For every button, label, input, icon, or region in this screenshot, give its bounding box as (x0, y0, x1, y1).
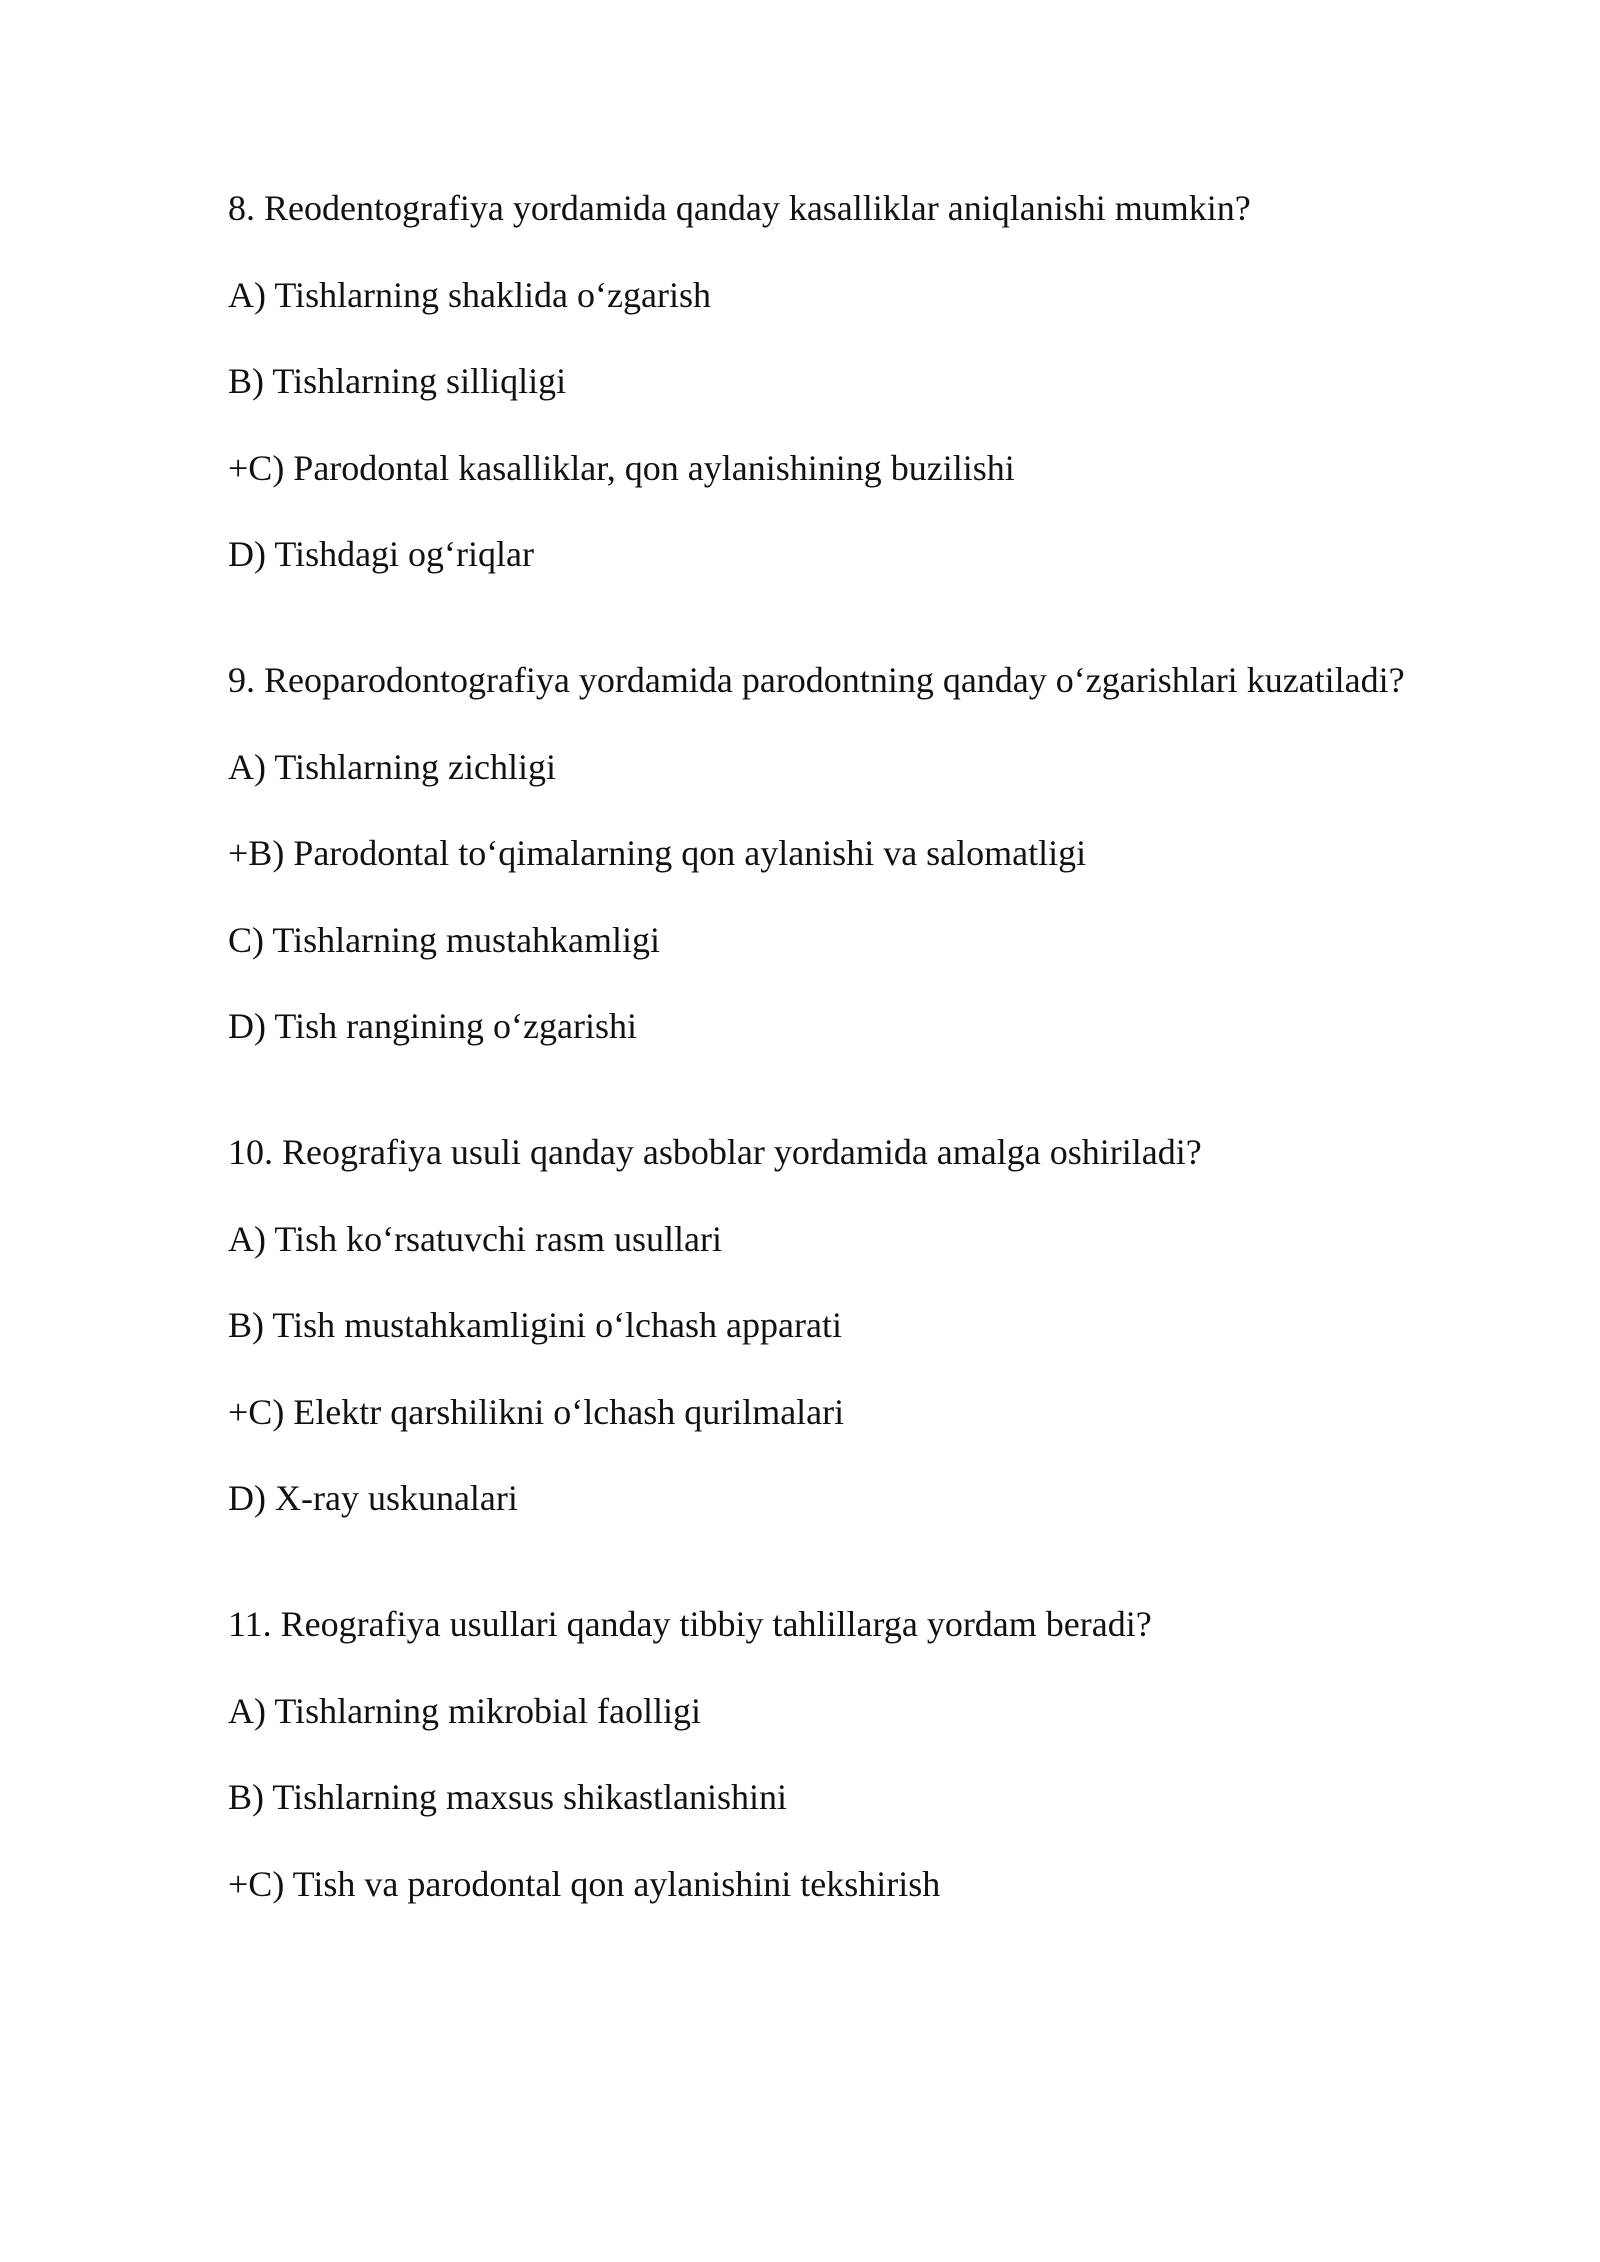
answer-option: D) Tish rangining o‘zgarishi (228, 1006, 637, 1046)
answer-option-correct: +C) Tish va parodontal qon aylanishini tekshirish (228, 1863, 941, 1904)
answer-option: B) Tish mustahkamligini o‘lchash apparati (228, 1305, 842, 1345)
question-block (228, 660, 1548, 1046)
question-block (228, 1132, 1548, 1518)
question-block (228, 1604, 1548, 1904)
answer-option: A) Tishlarning shaklida o‘zgarish (228, 274, 711, 315)
answer-option: D) Tishdagi og‘riqlar (228, 534, 534, 574)
answer-option: A) Tishlarning zichligi (228, 746, 557, 787)
answer-option: D) X-ray uskunalari (228, 1478, 518, 1518)
question-text: 9. Reoparodontografiya yordamida parodontning qanday o‘zgarishlari kuzatiladi? (228, 660, 1405, 700)
answer-option: B) Tishlarning maxsus shikastlanishini (228, 1777, 788, 1817)
question-text: 10. Reografiya usuli qanday asboblar yordamida amalga oshiriladi? (228, 1132, 1202, 1172)
answer-option: A) Tish ko‘rsatuvchi rasm usullari (228, 1218, 722, 1259)
answer-option-correct: +B) Parodontal to‘qimalarning qon aylanishi va salomatligi (228, 833, 1087, 873)
answer-option-correct: +C) Elektr qarshilikni o‘lchash qurilmalari (228, 1391, 845, 1432)
question-block (228, 188, 1548, 574)
answer-option-correct: +C) Parodontal kasalliklar, qon aylanishining buzilishi (228, 447, 1015, 488)
question-text: 8. Reodentografiya yordamida qanday kasalliklar aniqlanishi mumkin? (228, 188, 1251, 228)
question-list (228, 188, 1548, 1990)
answer-option: C) Tishlarning mustahkamligi (228, 919, 661, 960)
answer-option: B) Tishlarning silliqligi (228, 361, 567, 401)
question-text: 11. Reografiya usullari qanday tibbiy tahlillarga yordam beradi? (228, 1604, 1152, 1644)
answer-option: A) Tishlarning mikrobial faolligi (228, 1690, 701, 1731)
